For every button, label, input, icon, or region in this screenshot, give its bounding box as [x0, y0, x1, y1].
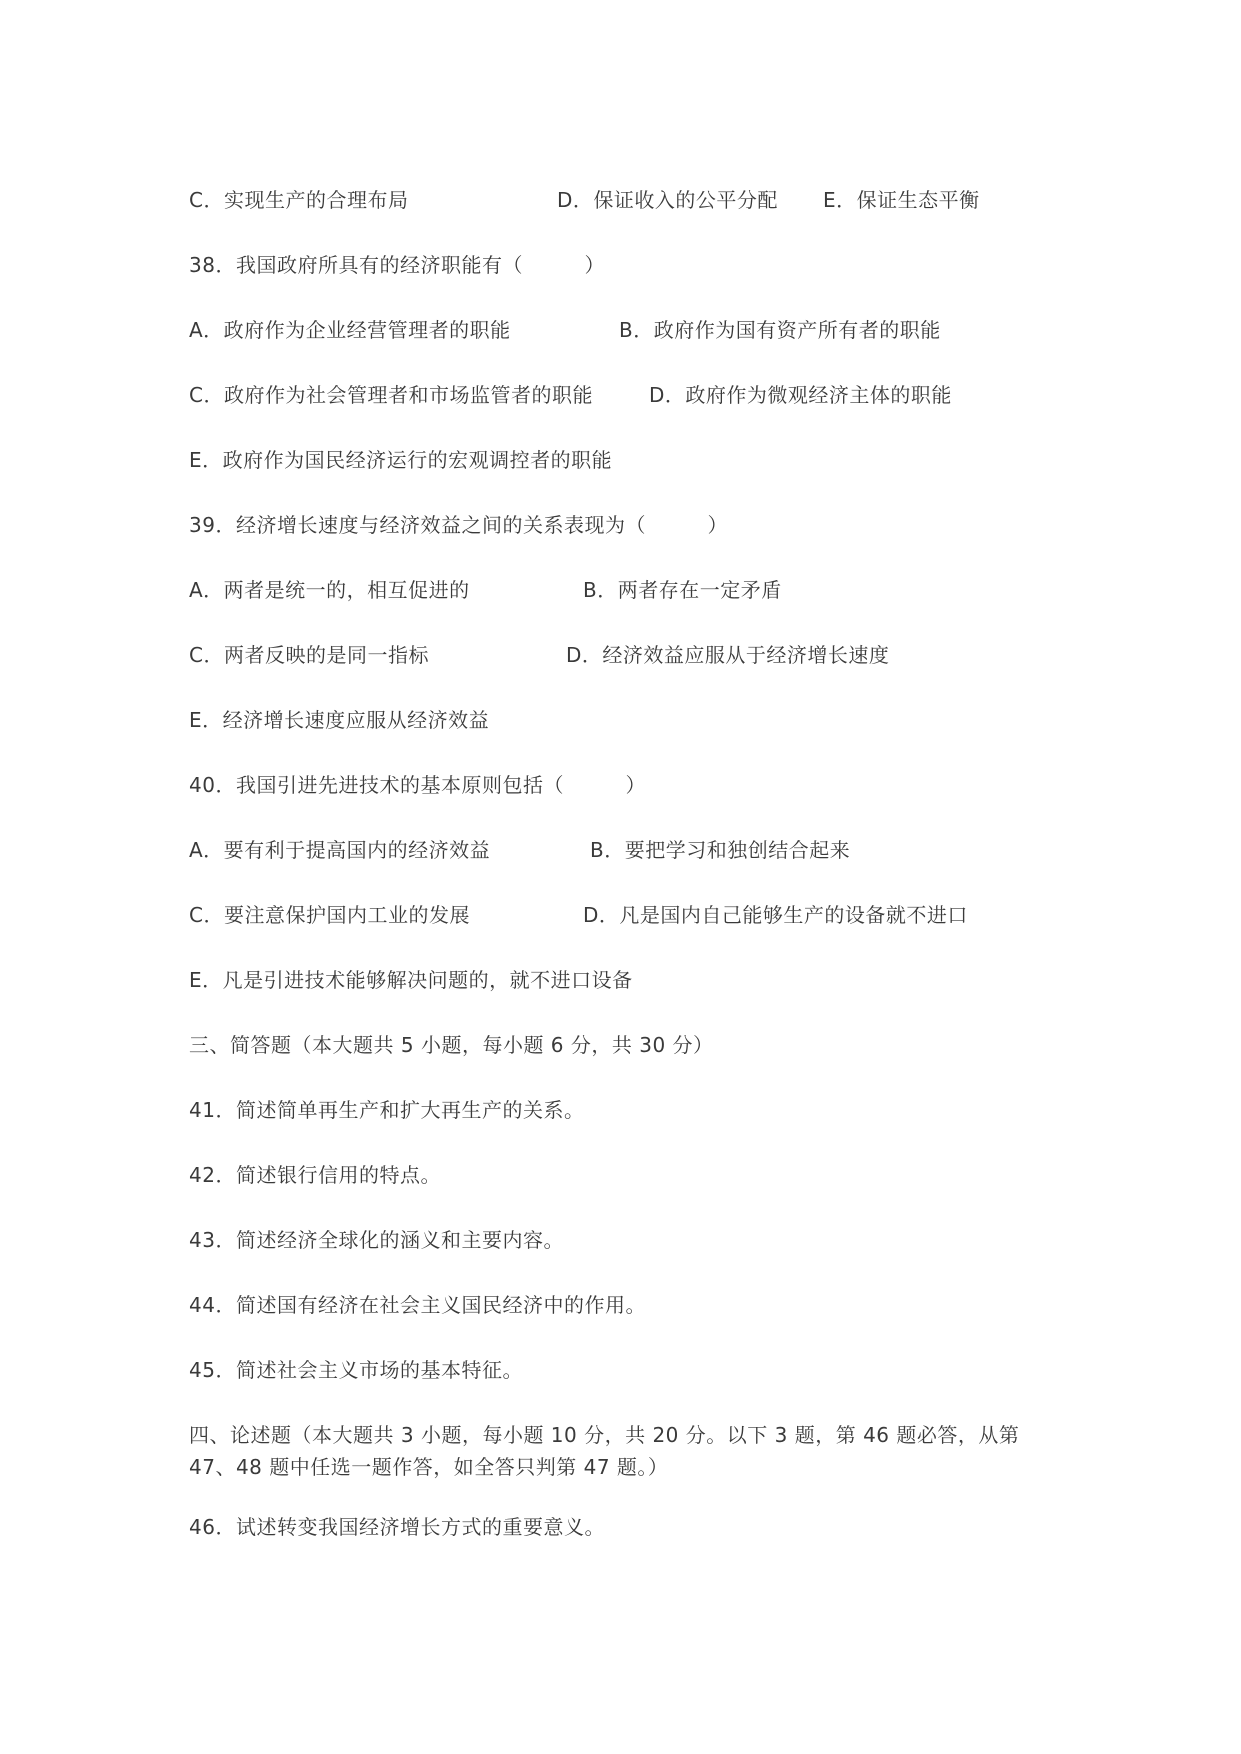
- q42-stem: 42．简述银行信用的特点。: [189, 1163, 441, 1187]
- q37-option-e: E．保证生态平衡: [823, 188, 980, 212]
- q38-stem: 38．我国政府所具有的经济职能有（ ）: [189, 253, 605, 277]
- q45-stem: 45．简述社会主义市场的基本特征。: [189, 1358, 523, 1382]
- q40-option-a: A．要有利于提高国内的经济效益: [189, 838, 491, 862]
- q38-option-e: E．政府作为国民经济运行的宏观调控者的职能: [189, 448, 613, 472]
- q40-option-b: B．要把学习和独创结合起来: [590, 838, 851, 862]
- q38-option-b: B．政府作为国有资产所有者的职能: [619, 318, 941, 342]
- q40-option-e: E．凡是引进技术能够解决问题的，就不进口设备: [189, 968, 633, 992]
- section3-heading: 三、简答题（本大题共 5 小题，每小题 6 分，共 30 分）: [189, 1033, 714, 1057]
- q39-option-b: B．两者存在一定矛盾: [583, 578, 782, 602]
- q39-stem: 39．经济增长速度与经济效益之间的关系表现为（ ）: [189, 513, 728, 537]
- q40-option-c: C．要注意保护国内工业的发展: [189, 903, 470, 927]
- q44-stem: 44．简述国有经济在社会主义国民经济中的作用。: [189, 1293, 646, 1317]
- q40-stem: 40．我国引进先进技术的基本原则包括（ ）: [189, 773, 646, 797]
- q38-option-a: A．政府作为企业经营管理者的职能: [189, 318, 511, 342]
- q39-option-d: D．经济效益应服从于经济增长速度: [566, 643, 890, 667]
- q38-option-d: D．政府作为微观经济主体的职能: [649, 383, 952, 407]
- q41-stem: 41．简述简单再生产和扩大再生产的关系。: [189, 1098, 585, 1122]
- section4-heading: 四、论述题（本大题共 3 小题，每小题 10 分，共 20 分。以下 3 题，第 46 题必答，从第 47、48 题中任选一题作答，如全答只判第 47 题。）: [189, 1423, 1020, 1479]
- q39-option-e: E．经济增长速度应服从经济效益: [189, 708, 490, 732]
- q40-option-d: D．凡是国内自己能够生产的设备就不进口: [583, 903, 968, 927]
- q38-option-c: C．政府作为社会管理者和市场监管者的职能: [189, 383, 593, 407]
- q39-option-a: A．两者是统一的，相互促进的: [189, 578, 470, 602]
- q37-option-d: D．保证收入的公平分配: [557, 188, 778, 212]
- q46-stem: 46．试述转变我国经济增长方式的重要意义。: [189, 1515, 605, 1539]
- q39-option-c: C．两者反映的是同一指标: [189, 643, 429, 667]
- q43-stem: 43．简述经济全球化的涵义和主要内容。: [189, 1228, 564, 1252]
- q37-option-c: C．实现生产的合理布局: [189, 188, 409, 212]
